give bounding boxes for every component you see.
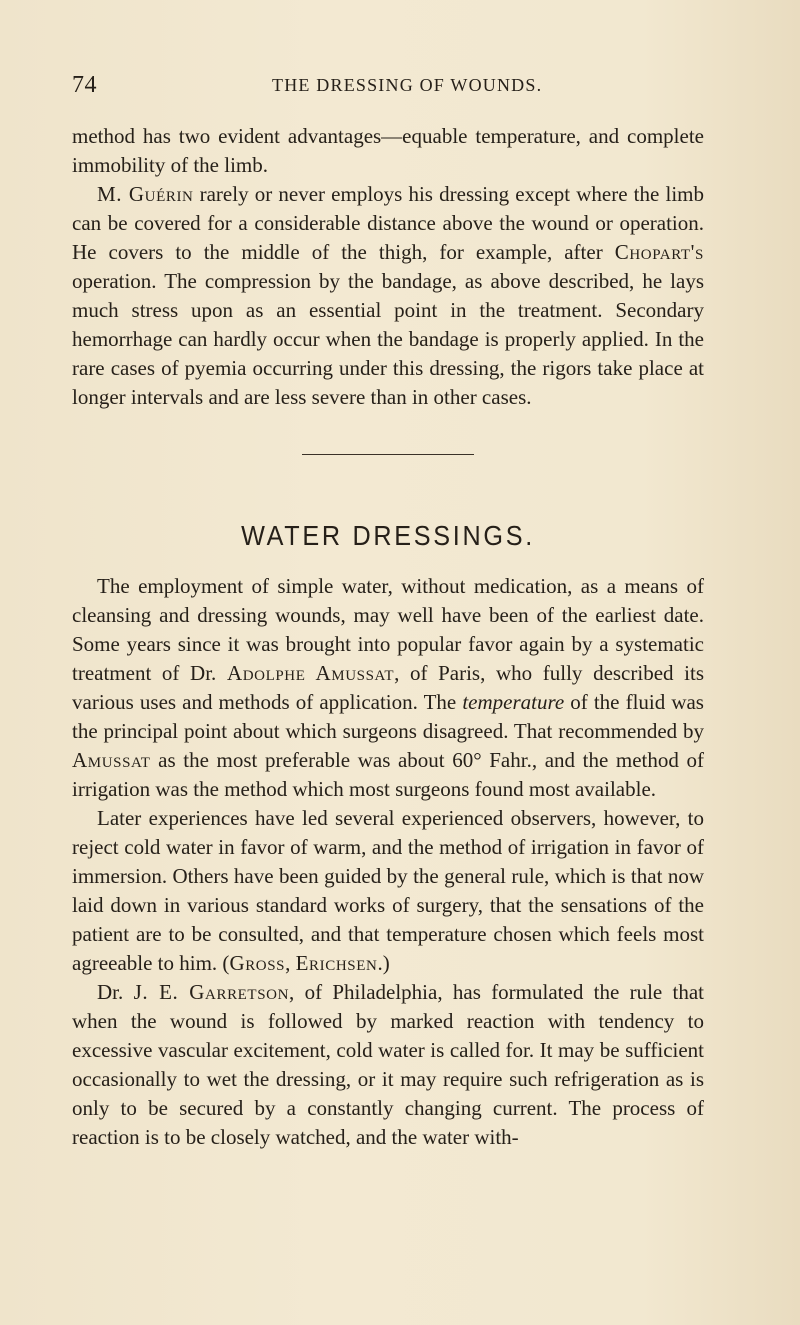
- paragraph-later: [72, 804, 704, 978]
- paragraph-text: , of Philadelphia, has formulated the rule that when the wound is followed by marked reaction with tendency to excessive vascular excitement, cold water is called for. It may be sufficient occasionally to wet the dressing, or it may require such refrigeration as is only to be secured by a constantly changing current. The process of reaction is to be closely watched, and the water with-: [72, 980, 705, 1149]
- paragraph-text: as the most preferable was about 60° Fahr., and the method of irrigation was the method which most surgeons found most available.: [72, 748, 704, 801]
- paragraph-text: of the fluid was the principal point about which surgeons disagreed. That recommended by: [72, 690, 704, 743]
- paragraph-text: .): [377, 951, 390, 975]
- page-header: [72, 72, 700, 102]
- author-name: Chopart's: [614, 240, 704, 264]
- paragraph-text: Later experiences have led several experienced observers, however, to reject cold water in favor of warm, and the method of irrigation in favor of immersion. Others have been guided by the general rule, which is that now laid down in various standard works of surgery, that the sensations of the patient are to be consulted, and that temperature chosen which feels most agreeable to him. (: [72, 806, 704, 975]
- author-name: Amussat: [72, 748, 151, 772]
- paragraph-text: ,: [285, 951, 296, 975]
- page-number: 74: [72, 72, 97, 98]
- paragraph-text: , of Paris, who fully described its various uses and methods of application. The: [72, 661, 704, 714]
- author-name: M. Guérin: [97, 182, 194, 206]
- author-name: Erichsen: [295, 951, 378, 975]
- paragraph-text: The employment of simple water, without medication, as a means of cleansing and dressing wounds, may well have been of the earliest date. Some years since it was brought into popular favor again by a systematic treatment of Dr.: [72, 574, 704, 685]
- section-divider: [302, 454, 474, 455]
- paragraph-text: method has two evident advantages—equable temperature, and complete immobility of the limb.: [72, 124, 704, 177]
- paragraph-garretson: [72, 978, 704, 1152]
- author-name: Adolphe Amussat: [226, 661, 395, 685]
- paragraph-water: [72, 572, 704, 804]
- paragraph-text: Dr.: [97, 980, 134, 1004]
- paragraph-guerin: [72, 180, 704, 412]
- section-title: WATER DRESSINGS.: [241, 520, 535, 551]
- paragraph-text: operation. The compression by the bandage, as above described, he lays much stress upon as an essential point in the treatment. Secondary hemorrhage can hardly occur when the bandage is properly applied. In the rare cases of pyemia occurring under this dressing, the rigors take place at longer intervals and are less severe than in other cases.: [72, 269, 704, 409]
- paragraph-continuation: [72, 122, 704, 180]
- running-head: THE DRESSING OF WOUNDS.: [272, 75, 543, 95]
- emphasis-text: temperature: [462, 690, 565, 714]
- paragraph-text: rarely or never employs his dressing except where the limb can be covered for a considerable distance above the wound or operation. He covers to the middle of the thigh, for example, after: [72, 182, 704, 264]
- author-name: Gross: [229, 951, 286, 975]
- author-name: J. E. Garretson: [133, 980, 290, 1004]
- body-text: [72, 122, 704, 1152]
